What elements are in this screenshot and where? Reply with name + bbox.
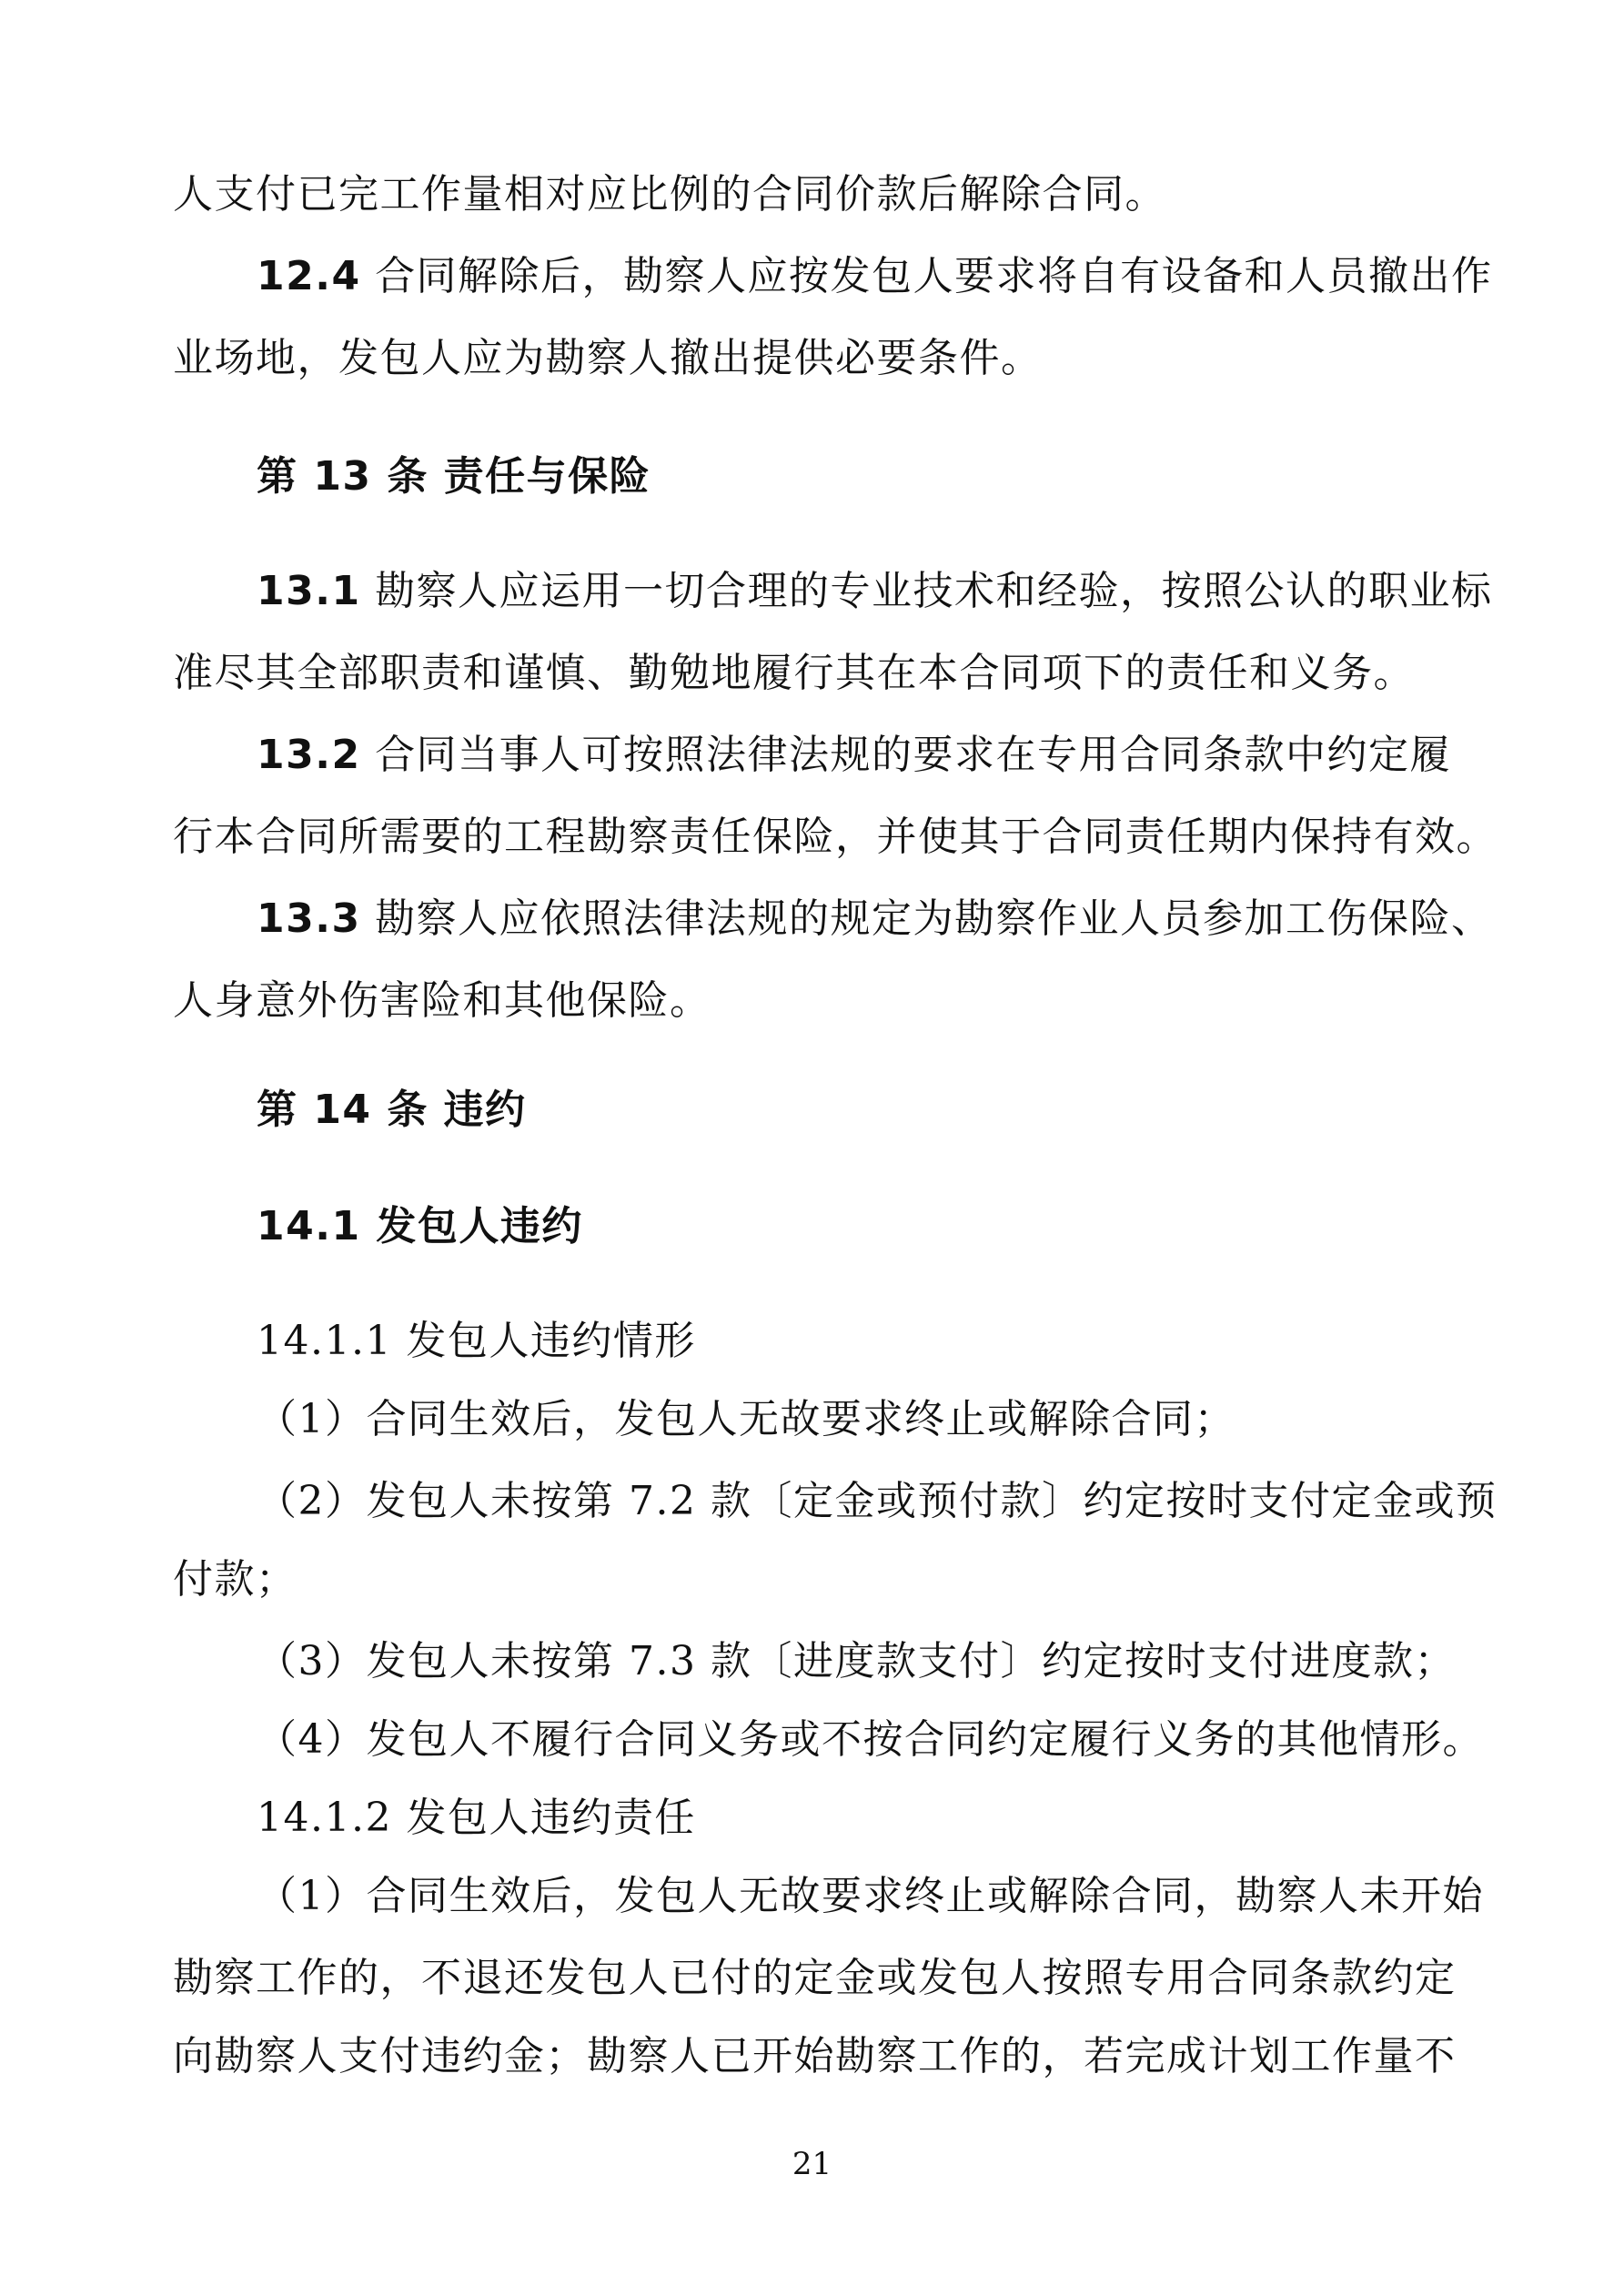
clause-text: 合同解除后，勘察人应按发包人要求将自有设备和人员撤出作 xyxy=(375,253,1493,299)
list-item: （2）发包人未按第 7.2 款〔定金或预付款〕约定按时支付定金或预 xyxy=(257,1478,1498,1524)
clause-13-3 xyxy=(257,892,1493,946)
clause-number: 13.1 xyxy=(257,568,361,614)
clause-text: 勘察人应依照法律法规的规定为勘察作业人员参加工伤保险、 xyxy=(375,895,1493,942)
paragraph-line: 准尽其全部职责和谨慎、勤勉地履行其在本合同项下的责任和义务。 xyxy=(173,650,1415,696)
article-14-heading: 第 14 条 违约 xyxy=(257,1087,527,1133)
clause-number: 13.2 xyxy=(257,732,361,778)
list-item: （3）发包人未按第 7.3 款〔进度款支付〕约定按时支付进度款； xyxy=(257,1638,1456,1684)
paragraph-line: 人身意外伤害险和其他保险。 xyxy=(173,977,711,1024)
page-number: 21 xyxy=(792,2146,832,2182)
paragraph-line: 勘察工作的，不退还发包人已付的定金或发包人按照专用合同条款约定 xyxy=(173,1955,1457,2001)
clause-text: 勘察人应运用一切合理的专业技术和经验，按照公认的职业标 xyxy=(375,568,1493,614)
clause-13-2 xyxy=(257,728,1451,783)
paragraph-line: 行本合同所需要的工程勘察责任保险，并使其于合同责任期内保持有效。 xyxy=(173,814,1498,860)
section-14-1-heading: 14.1 发包人违约 xyxy=(257,1203,583,1249)
list-item: （4）发包人不履行合同义务或不按合同约定履行义务的其他情形。 xyxy=(257,1716,1484,1763)
paragraph-line: 向勘察人支付违约金；勘察人已开始勘察工作的，若完成计划工作量不 xyxy=(173,2033,1457,2079)
paragraph-line: 人支付已完工作量相对应比例的合同价款后解除合同。 xyxy=(173,171,1166,217)
clause-number: 13.3 xyxy=(257,895,361,942)
paragraph-line: 业场地，发包人应为勘察人撤出提供必要条件。 xyxy=(173,335,1043,381)
article-13-heading: 第 13 条 责任与保险 xyxy=(257,453,651,500)
subsection-14-1-2: 14.1.2 发包人违约责任 xyxy=(257,1795,696,1841)
clause-12-4 xyxy=(257,249,1493,304)
clause-text: 合同当事人可按照法律法规的要求在专用合同条款中约定履 xyxy=(375,732,1452,778)
list-item: （1）合同生效后，发包人无故要求终止或解除合同； xyxy=(257,1396,1236,1442)
clause-13-1 xyxy=(257,564,1493,619)
subsection-14-1-1: 14.1.1 发包人违约情形 xyxy=(257,1318,696,1364)
list-item: （1）合同生效后，发包人无故要求终止或解除合同，勘察人未开始 xyxy=(257,1873,1484,1919)
clause-number: 12.4 xyxy=(257,253,361,299)
list-item-continuation: 付款； xyxy=(173,1556,298,1603)
